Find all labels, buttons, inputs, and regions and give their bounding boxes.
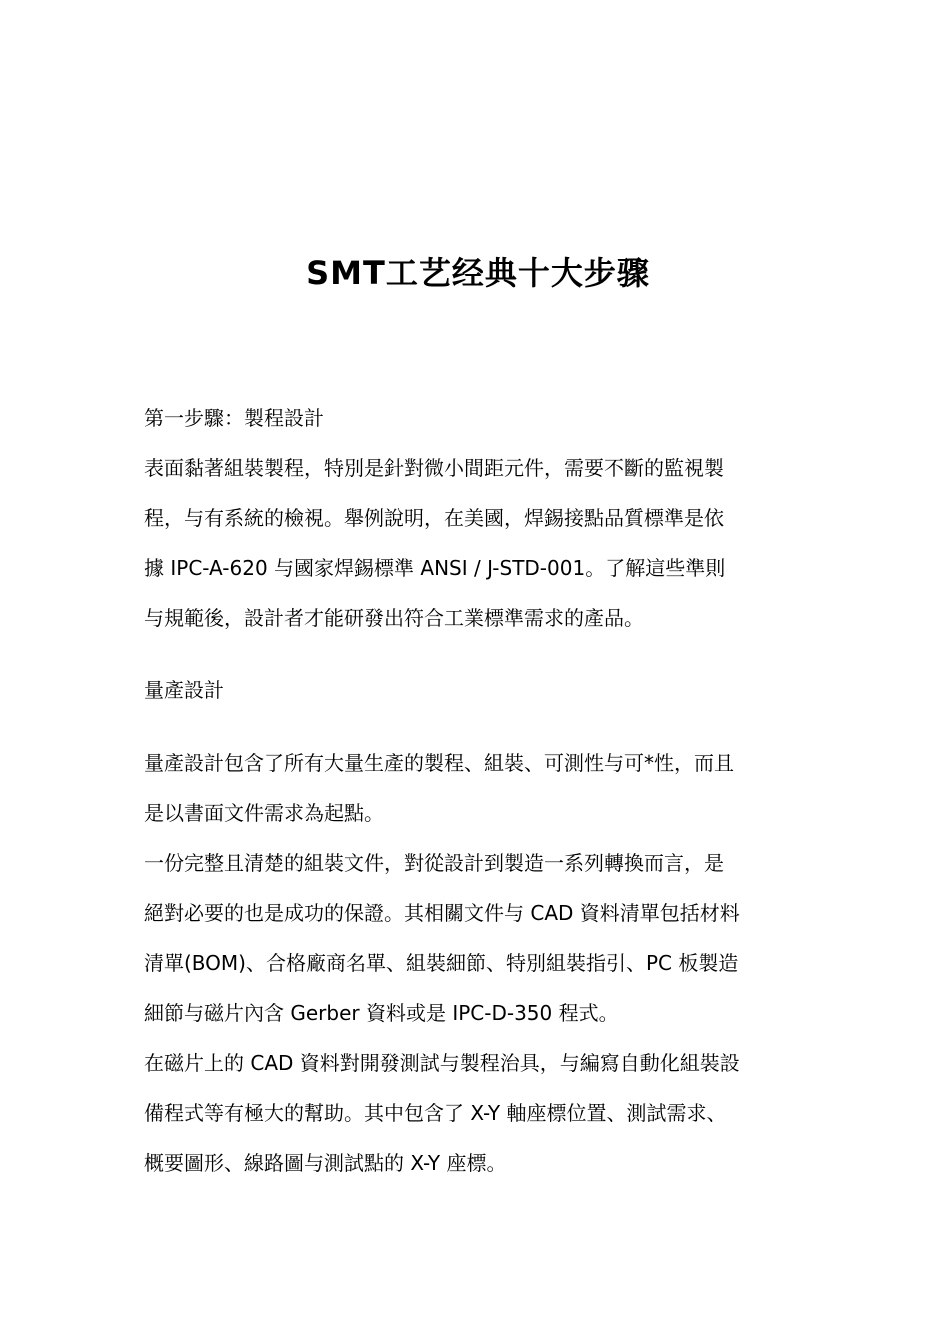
paragraph-spacer [144,715,824,738]
text-line: 第一步驟：製程設計 [144,406,324,430]
text-line: 備程式等有極大的幫助。其中包含了 X-Y 軸座標位置、測試需求、 [144,1101,727,1125]
document-title: SMT工艺经典十大步骤 [306,254,650,292]
cad-data-paragraph [144,1038,824,1188]
text-line: 據 IPC-A-620 与國家焊錫標準 ANSI / J-STD-001。了解這些準則 [144,556,726,580]
mass-production-heading [144,665,824,715]
text-line: 量產設計 [144,678,224,702]
text-line: 一份完整且清楚的組裝文件，對從設計到製造一系列轉換而言，是 [144,851,724,875]
documentation-paragraph [144,838,824,1038]
text-line: 量產設計包含了所有大量生產的製程、組裝、可測性与可*性，而且 [144,751,734,775]
text-line: 是以書面文件需求為起點。 [144,801,384,825]
text-line: 表面黏著組裝製程，特別是針對微小間距元件，需要不斷的監視製 [144,456,724,480]
text-line: 在磁片上的 CAD 資料對開發測試与製程治具，与編寫自動化組裝設 [144,1051,740,1075]
text-line: 絕對必要的也是成功的保證。其相關文件与 CAD 資料清單包括材料 [144,901,740,925]
document-body [144,393,824,1188]
text-line: 清單(BOM)、合格廠商名單、組裝細節、特別組裝指引、PC 板製造 [144,951,739,975]
mass-production-paragraph [144,738,824,838]
text-line: 細節与磁片內含 Gerber 資料或是 IPC-D-350 程式。 [144,1001,619,1025]
step1-heading [144,393,824,443]
paragraph-spacer [144,643,824,665]
text-line: 与規範後，設計者才能研發出符合工業標準需求的產品。 [144,606,644,630]
text-line: 概要圖形、線路圖与測試點的 X-Y 座標。 [144,1151,507,1175]
text-line: 程，与有系統的檢視。舉例說明，在美國，焊錫接點品質標準是依 [144,506,724,530]
step1-paragraph [144,443,824,643]
